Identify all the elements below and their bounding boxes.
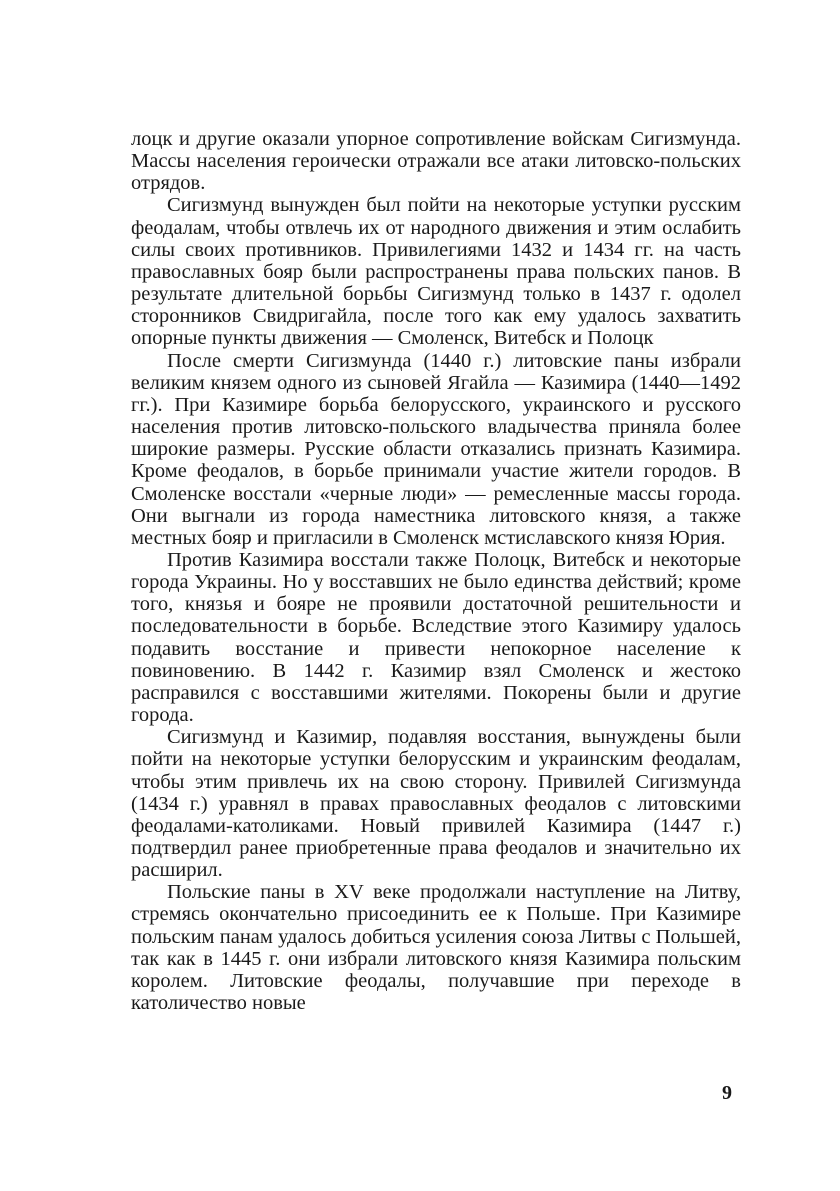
paragraph: Сигизмунд и Казимир, подавляя восстания, вынуждены были пойти на некоторые уступки белорусским и украинским феодалам, чтобы этим привлечь их на свою сторону. Привилей Сигизмунда (1434 г.) уравнял в правах православных феодалов с литовскими феодалами-католиками. Новый привилей Казимира (1447 г.) подтвердил ранее приобретенные права феодалов и значительно их расширил. [131,726,741,882]
paragraph-continued: лоцк и другие оказали упорное сопротивление войскам Сигизмунда. Массы населения героически отражали все атаки литовско-польских отрядов. [131,128,741,195]
page-body [131,128,741,1014]
paragraph: После смерти Сигизмунда (1440 г.) литовские паны избрали великим князем одного из сыновей Ягайла — Казимира (1440—1492 гг.). При Казимире борьба белорусского, украинского и русского населения против литовско-польского владычества приняла более широкие размеры. Русские области отказались признать Казимира. Кроме феодалов, в борьбе принимали участие жители городов. В Смоленске восстали «черные люди» — ремесленные массы города. Они выгнали из города наместника литовского князя, а также местных бояр и пригласили в Смоленск мстиславского князя Юрия. [131,349,741,549]
paragraph: Против Казимира восстали также Полоцк, Витебск и некоторые города Украины. Но у восставших не было единства действий; кроме того, князья и бояре не проявили достаточной решительности и последовательности в борьбе. Вследствие этого Казимиру удалось подавить восстание и привести непокорное население к повиновению. В 1442 г. Казимир взял Смоленск и жестоко расправился с восставшими жителями. Покорены были и другие города. [131,548,741,727]
paragraph: Сигизмунд вынужден был пойти на некоторые уступки русским феодалам, чтобы отвлечь их от народного движения и этим ослабить силы своих противников. Привилегиями 1432 и 1434 гг. на часть православных бояр были распространены права польских панов. В результате длительной борьбы Сигизмунд только в 1437 г. одолел сторонников Свидригайла, после того как ему удалось захватить опорные пункты движения — Смоленск, Витебск и Полоцк [131,194,741,350]
page-number: 9 [722,1082,732,1104]
paragraph: Польские паны в XV веке продолжали наступление на Литву, стремясь окончательно присоединить ее к Польше. При Казимире польским панам удалось добиться усиления союза Литвы с Польшей, так как в 1445 г. они избрали литовского князя Казимира польским королем. Литовские феодалы, получавшие при переходе в католичество новые [131,881,741,1015]
